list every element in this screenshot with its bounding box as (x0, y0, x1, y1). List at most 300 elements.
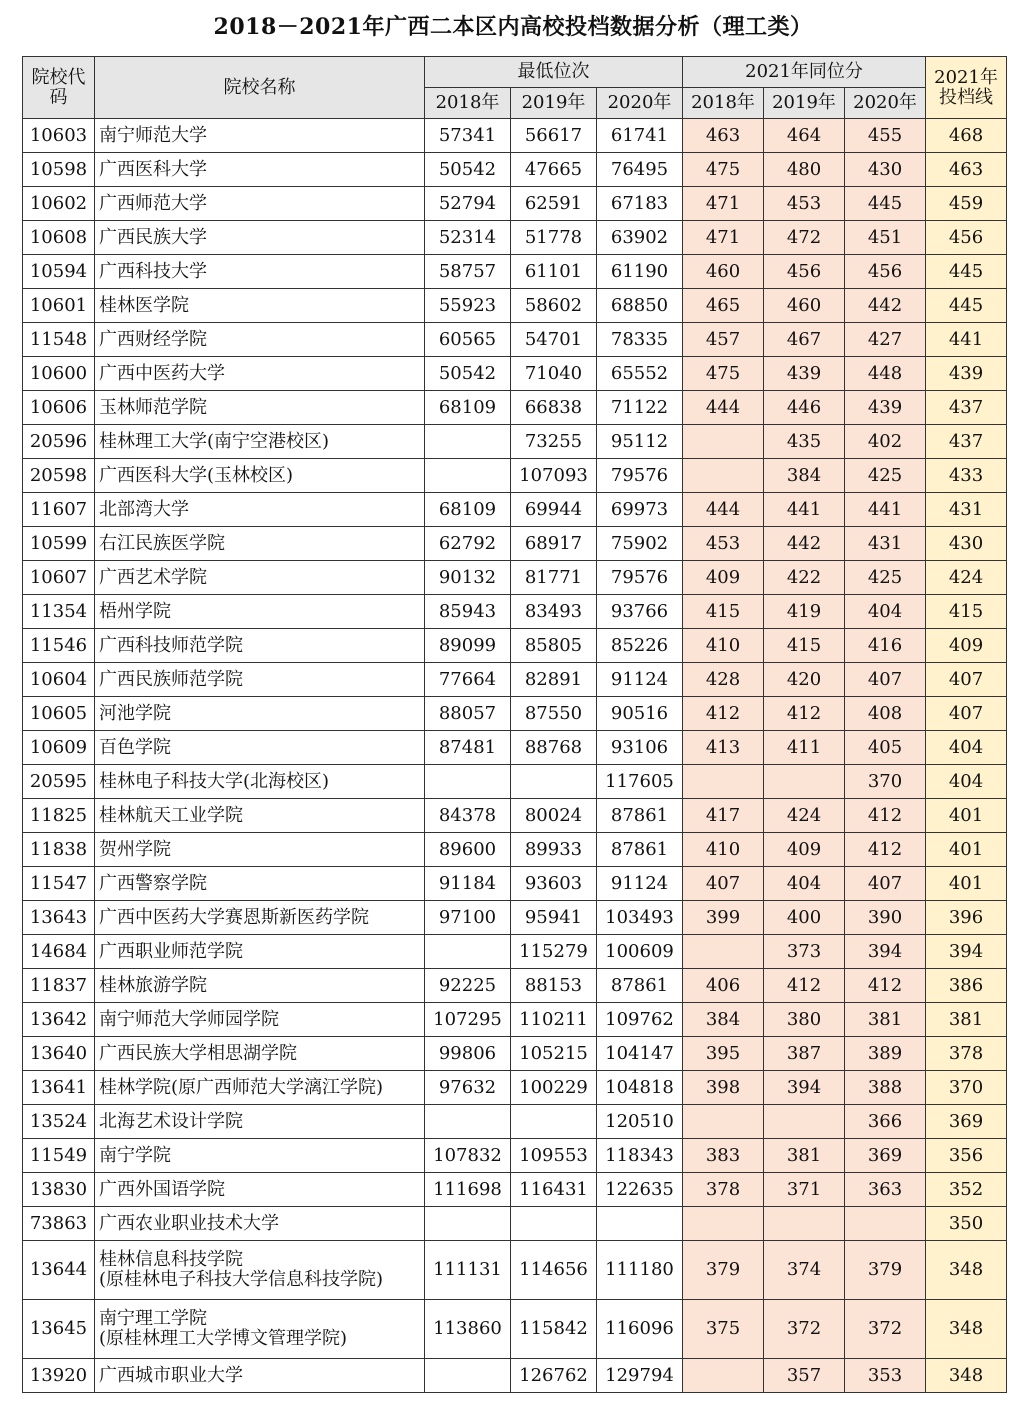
cell-rank-2019: 68917 (511, 527, 597, 561)
cell-rank-2020: 87861 (597, 799, 683, 833)
cell-name (95, 527, 425, 561)
cell-rank-2018: 89099 (425, 629, 511, 663)
table-row (23, 1037, 1007, 1071)
cell-rank-2020: 65552 (597, 357, 683, 391)
school-name-line: 桂林信息科技学院 (99, 1249, 243, 1270)
table-row (23, 1003, 1007, 1037)
cell-line-2021: 445 (926, 255, 1007, 289)
school-name-line: 广西城市职业大学 (99, 1364, 243, 1386)
cell-name (95, 1139, 425, 1173)
cell-score-2019: 453 (764, 187, 845, 221)
cell-code: 13640 (23, 1037, 95, 1071)
table-row (23, 833, 1007, 867)
table-row (23, 323, 1007, 357)
cell-rank-2019: 82891 (511, 663, 597, 697)
cell-code: 13641 (23, 1071, 95, 1105)
cell-score-2019: 435 (764, 425, 845, 459)
cell-score-2018: 453 (683, 527, 764, 561)
table-row (23, 425, 1007, 459)
cell-score-2020: 427 (845, 323, 926, 357)
cell-rank-2019: 85805 (511, 629, 597, 663)
cell-score-2020: 456 (845, 255, 926, 289)
cell-score-2019: 371 (764, 1173, 845, 1207)
cell-score-2019: 372 (764, 1300, 845, 1359)
cell-rank-2020: 116096 (597, 1300, 683, 1359)
cell-rank-2018: 57341 (425, 119, 511, 153)
cell-rank-2018: 85943 (425, 595, 511, 629)
cell-rank-2018: 68109 (425, 493, 511, 527)
cell-rank-2019: 69944 (511, 493, 597, 527)
cell-score-2020: 405 (845, 731, 926, 765)
cell-score-2018: 379 (683, 1241, 764, 1300)
school-name-line: 南宁理工学院 (99, 1308, 207, 1329)
table-row (23, 187, 1007, 221)
table-row (23, 1071, 1007, 1105)
cell-score-2020: 366 (845, 1105, 926, 1139)
school-name-line: 桂林医学院 (99, 294, 189, 316)
cell-code: 11838 (23, 833, 95, 867)
cell-code: 11549 (23, 1139, 95, 1173)
cell-score-2018: 375 (683, 1300, 764, 1359)
cell-line-2021: 381 (926, 1003, 1007, 1037)
school-name-line: 右江民族医学院 (99, 532, 225, 554)
cell-score-2018: 475 (683, 153, 764, 187)
cell-score-2020: 388 (845, 1071, 926, 1105)
cell-score-2020: 370 (845, 765, 926, 799)
cell-code: 10602 (23, 187, 95, 221)
cell-name (95, 935, 425, 969)
cell-code: 11547 (23, 867, 95, 901)
cell-name (95, 357, 425, 391)
cell-name (95, 187, 425, 221)
cell-rank-2020: 76495 (597, 153, 683, 187)
cell-rank-2020: 93766 (597, 595, 683, 629)
cell-name (95, 663, 425, 697)
cell-code: 11548 (23, 323, 95, 357)
cell-rank-2019: 51778 (511, 221, 597, 255)
cell-line-2021: 459 (926, 187, 1007, 221)
cell-rank-2019: 87550 (511, 697, 597, 731)
cell-line-2021: 468 (926, 119, 1007, 153)
cell-rank-2019: 58602 (511, 289, 597, 323)
cell-score-2018: 463 (683, 119, 764, 153)
cell-rank-2019: 126762 (511, 1359, 597, 1393)
cell-rank-2019: 116431 (511, 1173, 597, 1207)
cell-line-2021: 394 (926, 935, 1007, 969)
cell-rank-2018: 50542 (425, 357, 511, 391)
cell-name (95, 119, 425, 153)
school-name-line: 贺州学院 (99, 838, 171, 860)
cell-line-2021: 401 (926, 867, 1007, 901)
school-name-line: 南宁师范大学师园学院 (99, 1008, 279, 1030)
cell-score-2018 (683, 459, 764, 493)
table-row (23, 731, 1007, 765)
table-row (23, 1359, 1007, 1393)
cell-rank-2018: 88057 (425, 697, 511, 731)
cell-name (95, 1359, 425, 1393)
cell-score-2019: 480 (764, 153, 845, 187)
cell-rank-2018: 111131 (425, 1241, 511, 1300)
cell-rank-2018: 89600 (425, 833, 511, 867)
cell-line-2021: 415 (926, 595, 1007, 629)
cell-score-2018 (683, 765, 764, 799)
school-name-line: 广西外国语学院 (99, 1178, 225, 1200)
cell-name (95, 255, 425, 289)
header-rank-2018: 2018年 (425, 88, 511, 119)
cell-score-2018: 457 (683, 323, 764, 357)
cell-score-2019: 467 (764, 323, 845, 357)
cell-code: 13642 (23, 1003, 95, 1037)
cell-score-2018: 415 (683, 595, 764, 629)
cell-rank-2018: 77664 (425, 663, 511, 697)
cell-rank-2020: 85226 (597, 629, 683, 663)
cell-rank-2019: 115279 (511, 935, 597, 969)
cell-score-2018: 475 (683, 357, 764, 391)
school-name-line: 北部湾大学 (99, 498, 189, 520)
cell-score-2018: 460 (683, 255, 764, 289)
cell-rank-2018: 58757 (425, 255, 511, 289)
cell-score-2019: 404 (764, 867, 845, 901)
cell-name (95, 1105, 425, 1139)
cell-rank-2020: 63902 (597, 221, 683, 255)
header-rank-2020: 2020年 (597, 88, 683, 119)
cell-score-2020: 448 (845, 357, 926, 391)
cell-rank-2018: 107832 (425, 1139, 511, 1173)
cell-score-2019: 446 (764, 391, 845, 425)
cell-score-2019: 387 (764, 1037, 845, 1071)
cell-score-2018 (683, 1359, 764, 1393)
cell-score-2019: 384 (764, 459, 845, 493)
cell-code: 10605 (23, 697, 95, 731)
cell-name (95, 459, 425, 493)
cell-rank-2018 (425, 1105, 511, 1139)
cell-rank-2019: 66838 (511, 391, 597, 425)
cell-score-2019: 422 (764, 561, 845, 595)
cell-code: 10601 (23, 289, 95, 323)
cell-code: 14684 (23, 935, 95, 969)
table-row (23, 935, 1007, 969)
cell-rank-2019: 93603 (511, 867, 597, 901)
cell-score-2019: 400 (764, 901, 845, 935)
table-row (23, 221, 1007, 255)
header-row (23, 57, 1007, 88)
cell-score-2018 (683, 425, 764, 459)
cell-rank-2019: 47665 (511, 153, 597, 187)
cell-name (95, 629, 425, 663)
cell-rank-2020: 109762 (597, 1003, 683, 1037)
school-name-line: 桂林电子科技大学(北海校区) (99, 770, 330, 792)
cell-score-2019: 415 (764, 629, 845, 663)
table-row (23, 153, 1007, 187)
cell-name (95, 289, 425, 323)
cell-score-2019: 464 (764, 119, 845, 153)
cell-line-2021: 433 (926, 459, 1007, 493)
cell-score-2019: 374 (764, 1241, 845, 1300)
table-row (23, 561, 1007, 595)
cell-score-2020: 425 (845, 459, 926, 493)
cell-rank-2020: 68850 (597, 289, 683, 323)
cell-rank-2020: 79576 (597, 561, 683, 595)
admission-table (22, 56, 1007, 1393)
cell-rank-2018 (425, 459, 511, 493)
cell-rank-2019: 62591 (511, 187, 597, 221)
cell-name (95, 595, 425, 629)
cell-rank-2018: 60565 (425, 323, 511, 357)
cell-code: 13645 (23, 1300, 95, 1359)
cell-score-2018: 428 (683, 663, 764, 697)
table-row (23, 1207, 1007, 1241)
cell-line-2021: 407 (926, 663, 1007, 697)
table-row (23, 697, 1007, 731)
cell-rank-2020: 118343 (597, 1139, 683, 1173)
cell-name (95, 1037, 425, 1071)
cell-score-2018: 471 (683, 221, 764, 255)
cell-score-2019 (764, 1105, 845, 1139)
table-row (23, 493, 1007, 527)
cell-score-2018: 409 (683, 561, 764, 595)
cell-name (95, 697, 425, 731)
cell-score-2018: 378 (683, 1173, 764, 1207)
cell-score-2020: 390 (845, 901, 926, 935)
cell-name (95, 153, 425, 187)
cell-rank-2019 (511, 765, 597, 799)
cell-name (95, 731, 425, 765)
cell-line-2021: 396 (926, 901, 1007, 935)
cell-score-2020: 451 (845, 221, 926, 255)
cell-name (95, 221, 425, 255)
cell-line-2021: 356 (926, 1139, 1007, 1173)
cell-code: 73863 (23, 1207, 95, 1241)
cell-score-2018: 407 (683, 867, 764, 901)
cell-name (95, 493, 425, 527)
header-score-2018: 2018年 (683, 88, 764, 119)
cell-score-2020: 402 (845, 425, 926, 459)
cell-line-2021: 386 (926, 969, 1007, 1003)
school-name-line: 桂林学院(原广西师范大学漓江学院) (99, 1076, 384, 1098)
table-row (23, 391, 1007, 425)
cell-rank-2018: 111698 (425, 1173, 511, 1207)
cell-rank-2019: 107093 (511, 459, 597, 493)
school-name-line: 广西职业师范学院 (99, 940, 243, 962)
cell-rank-2020: 78335 (597, 323, 683, 357)
school-name-line: 桂林旅游学院 (99, 974, 207, 996)
cell-score-2020: 416 (845, 629, 926, 663)
cell-rank-2019: 56617 (511, 119, 597, 153)
cell-rank-2020: 122635 (597, 1173, 683, 1207)
cell-score-2020: 442 (845, 289, 926, 323)
cell-name (95, 1071, 425, 1105)
cell-rank-2020: 93106 (597, 731, 683, 765)
cell-rank-2019: 73255 (511, 425, 597, 459)
cell-rank-2019: 88768 (511, 731, 597, 765)
school-name-line: 北海艺术设计学院 (99, 1110, 243, 1132)
cell-line-2021: 441 (926, 323, 1007, 357)
cell-line-2021: 437 (926, 391, 1007, 425)
cell-rank-2019: 109553 (511, 1139, 597, 1173)
cell-rank-2020: 91124 (597, 663, 683, 697)
cell-score-2019: 420 (764, 663, 845, 697)
cell-rank-2020: 90516 (597, 697, 683, 731)
cell-line-2021: 409 (926, 629, 1007, 663)
cell-rank-2018: 97632 (425, 1071, 511, 1105)
table-row (23, 901, 1007, 935)
table-row (23, 459, 1007, 493)
cell-rank-2019: 95941 (511, 901, 597, 935)
cell-name (95, 1207, 425, 1241)
school-name-line: (原桂林理工大学博文管理学院) (99, 1328, 348, 1349)
cell-line-2021: 370 (926, 1071, 1007, 1105)
header-score-2020: 2020年 (845, 88, 926, 119)
cell-rank-2019: 110211 (511, 1003, 597, 1037)
cell-score-2019: 409 (764, 833, 845, 867)
cell-line-2021: 404 (926, 731, 1007, 765)
cell-score-2020 (845, 1207, 926, 1241)
header-code: 院校代码 (23, 57, 95, 119)
school-name-line: 广西医科大学 (99, 158, 207, 180)
cell-line-2021: 401 (926, 833, 1007, 867)
cell-rank-2019: 88153 (511, 969, 597, 1003)
table-row (23, 765, 1007, 799)
cell-score-2018: 410 (683, 629, 764, 663)
cell-score-2020: 412 (845, 799, 926, 833)
cell-code: 10606 (23, 391, 95, 425)
cell-rank-2018 (425, 1359, 511, 1393)
cell-score-2019: 472 (764, 221, 845, 255)
cell-score-2020: 445 (845, 187, 926, 221)
cell-score-2018: 399 (683, 901, 764, 935)
cell-score-2020: 431 (845, 527, 926, 561)
page-title: 2018－2021年广西二本区内高校投档数据分析（理工类） (213, 14, 813, 40)
cell-line-2021: 348 (926, 1359, 1007, 1393)
table-row (23, 289, 1007, 323)
cell-rank-2020: 87861 (597, 969, 683, 1003)
table-row (23, 357, 1007, 391)
cell-name (95, 867, 425, 901)
cell-rank-2018: 91184 (425, 867, 511, 901)
cell-line-2021: 430 (926, 527, 1007, 561)
school-name-line: 桂林理工大学(南宁空港校区) (99, 430, 330, 452)
cell-rank-2019: 114656 (511, 1241, 597, 1300)
cell-code: 11825 (23, 799, 95, 833)
cell-score-2020: 381 (845, 1003, 926, 1037)
cell-score-2020: 441 (845, 493, 926, 527)
cell-rank-2019: 71040 (511, 357, 597, 391)
cell-rank-2018: 50542 (425, 153, 511, 187)
table-row (23, 867, 1007, 901)
school-name-line: 广西科技师范学院 (99, 634, 243, 656)
cell-rank-2020: 67183 (597, 187, 683, 221)
cell-line-2021: 350 (926, 1207, 1007, 1241)
cell-rank-2020: 111180 (597, 1241, 683, 1300)
cell-score-2019: 394 (764, 1071, 845, 1105)
table-row (23, 255, 1007, 289)
school-name-line: 玉林师范学院 (99, 396, 207, 418)
cell-code: 11546 (23, 629, 95, 663)
cell-rank-2018 (425, 425, 511, 459)
cell-line-2021: 348 (926, 1241, 1007, 1300)
cell-score-2018: 471 (683, 187, 764, 221)
school-name-line: 广西警察学院 (99, 872, 207, 894)
cell-rank-2018: 90132 (425, 561, 511, 595)
cell-line-2021: 424 (926, 561, 1007, 595)
cell-rank-2020: 120510 (597, 1105, 683, 1139)
cell-rank-2020: 104818 (597, 1071, 683, 1105)
cell-rank-2019: 81771 (511, 561, 597, 595)
cell-code: 10603 (23, 119, 95, 153)
school-name-line: 广西中医药大学赛恩斯新医药学院 (99, 906, 369, 928)
cell-line-2021: 463 (926, 153, 1007, 187)
cell-score-2020: 430 (845, 153, 926, 187)
cell-rank-2018 (425, 1207, 511, 1241)
cell-rank-2019: 89933 (511, 833, 597, 867)
cell-line-2021: 378 (926, 1037, 1007, 1071)
cell-score-2018: 444 (683, 391, 764, 425)
cell-score-2019: 419 (764, 595, 845, 629)
cell-name (95, 1241, 425, 1300)
school-name-line: 广西民族大学 (99, 226, 207, 248)
cell-name (95, 425, 425, 459)
school-name-line: 南宁学院 (99, 1144, 171, 1166)
cell-score-2019: 456 (764, 255, 845, 289)
header-score-group: 2021年同位分 (683, 57, 926, 88)
cell-score-2020: 404 (845, 595, 926, 629)
cell-score-2018: 444 (683, 493, 764, 527)
cell-code: 20598 (23, 459, 95, 493)
cell-score-2020: 425 (845, 561, 926, 595)
school-name-line: 广西财经学院 (99, 328, 207, 350)
cell-score-2019: 439 (764, 357, 845, 391)
cell-rank-2020: 129794 (597, 1359, 683, 1393)
cell-score-2018: 413 (683, 731, 764, 765)
cell-score-2020: 363 (845, 1173, 926, 1207)
cell-rank-2018: 97100 (425, 901, 511, 935)
cell-score-2018 (683, 935, 764, 969)
cell-score-2018: 383 (683, 1139, 764, 1173)
cell-code: 10598 (23, 153, 95, 187)
cell-score-2019: 412 (764, 969, 845, 1003)
cell-score-2018: 465 (683, 289, 764, 323)
cell-score-2019: 380 (764, 1003, 845, 1037)
cell-name (95, 969, 425, 1003)
cell-rank-2019: 115842 (511, 1300, 597, 1359)
cell-rank-2019 (511, 1207, 597, 1241)
school-name-line: 梧州学院 (99, 600, 171, 622)
cell-rank-2018 (425, 765, 511, 799)
cell-score-2019: 373 (764, 935, 845, 969)
cell-rank-2018: 92225 (425, 969, 511, 1003)
school-name-line: (原桂林电子科技大学信息科技学院) (99, 1269, 384, 1290)
cell-rank-2019: 83493 (511, 595, 597, 629)
school-name-line: 南宁师范大学 (99, 124, 207, 146)
cell-score-2020: 369 (845, 1139, 926, 1173)
cell-rank-2020: 91124 (597, 867, 683, 901)
cell-rank-2018: 68109 (425, 391, 511, 425)
cell-score-2018: 395 (683, 1037, 764, 1071)
cell-rank-2018: 113860 (425, 1300, 511, 1359)
school-name-line: 广西科技大学 (99, 260, 207, 282)
cell-code: 11607 (23, 493, 95, 527)
cell-name (95, 323, 425, 357)
header-name: 院校名称 (95, 57, 425, 119)
cell-score-2019: 411 (764, 731, 845, 765)
cell-code: 10607 (23, 561, 95, 595)
cell-rank-2020: 61190 (597, 255, 683, 289)
cell-line-2021: 407 (926, 697, 1007, 731)
cell-line-2021: 401 (926, 799, 1007, 833)
cell-code: 20595 (23, 765, 95, 799)
cell-code: 13524 (23, 1105, 95, 1139)
school-name-line: 广西医科大学(玉林校区) (99, 464, 294, 486)
